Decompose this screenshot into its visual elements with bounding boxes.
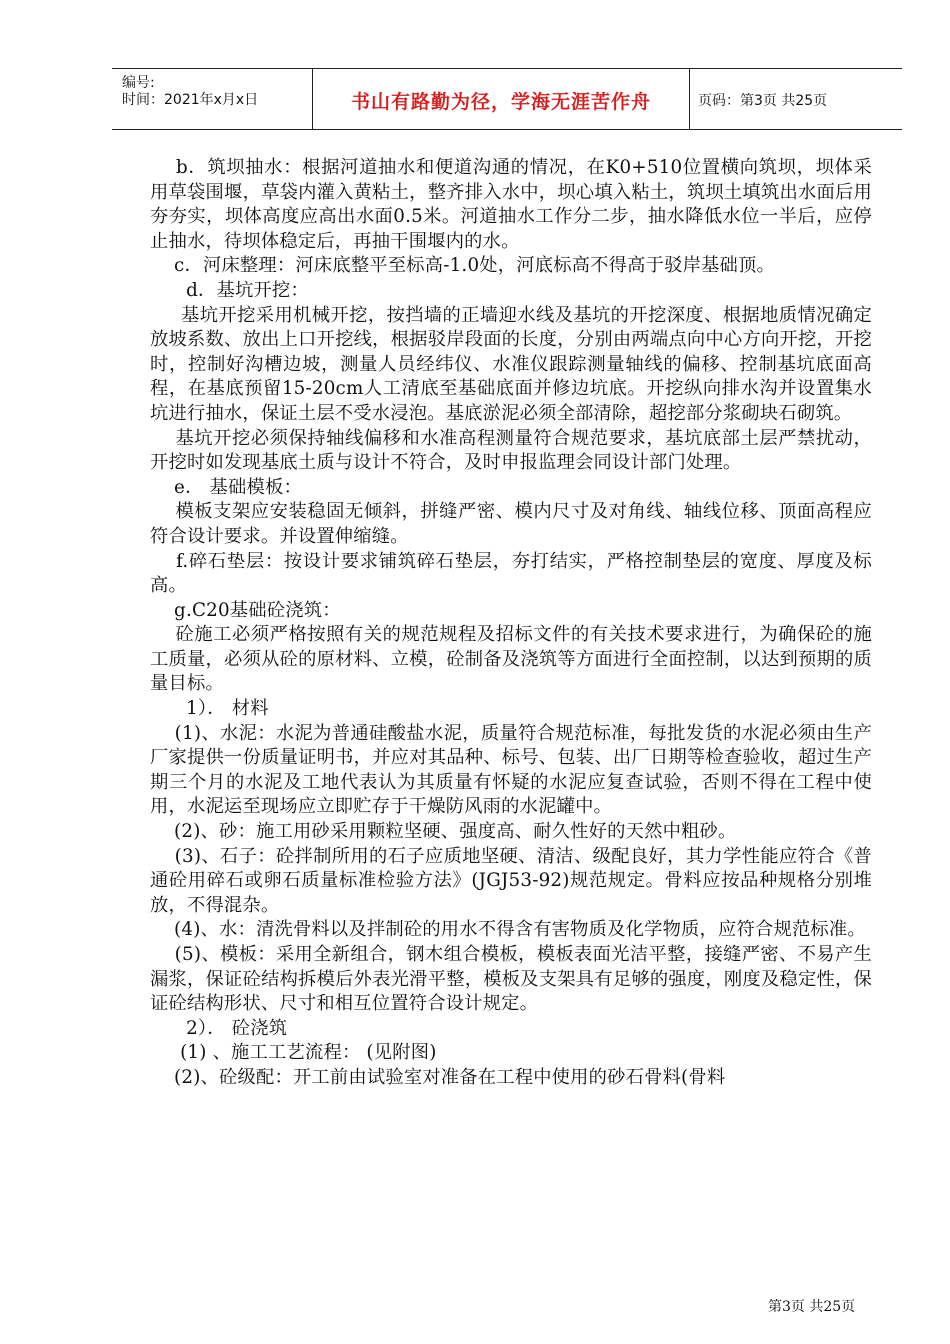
heading-d-excavation: d．基坑开挖： [150,279,309,301]
heading-materials: 1）． 材料 [150,698,269,720]
header-meta-cell [112,69,313,129]
page-header [112,68,902,130]
paragraph-water: (4)、水：清洗骨料以及拌制砼的用水不得含有害物质及化学物质，应符合规范标准。 [150,919,866,941]
page-footer: 第3页 共25页 [768,1299,856,1315]
document-body [150,156,872,1091]
header-motto: 书山有路勤为径，学海无涯苦作舟 [350,91,651,113]
paragraph-excavation-method: 基坑开挖采用机械开挖，按挡墙的正墙迎水线及基坑的开挖深度、根据地质情况确定放坡系数、放出上口开挖线，根据驳岸段面的长度，分别由两端点向中心方向开挖，开挖时，控制好沟槽边坡，测量人员经纬仪、水准仪跟踪测量轴线的偏移、控制基坑底面高程，在基底预留15-20cm人工清底至基础底面并修边坑底。开挖纵向排水沟并设置集水坑进行抽水，保证土层不受水浸泡。基底淤泥必须全部清除，超挖部分浆砌块石砌筑。 [150,304,872,424]
paragraph-stone: (3)、石子：砼拌制所用的石子应质地坚硬、清洁、级配良好，其力学性能应符合《普通砼用碎石或卵石质量标准检验方法》(JGJ53-92)规范规定。骨料应按品种规格分别堆放，不得混杂。 [150,845,873,916]
heading-g-concrete: g.C20基础砼浇筑： [150,599,341,621]
document-time-label: 时间：2021年x月x日 [122,92,259,108]
header-page-cell [690,69,902,129]
header-motto-cell [313,69,690,129]
heading-pouring: 2）． 砼浇筑 [150,1017,288,1039]
paragraph-template: (5)、模板：采用全新组合，钢木组合模板，模板表面光洁平整，接缝严密、不易产生漏浆，保证砼结构拆模后外表光滑平整，模板及支架具有足够的强度，刚度及稳定性，保证砼结构形状、尺寸和相互位置符合设计规定。 [150,944,873,1015]
paragraph-sand: (2)、砂：施工用砂采用颗粒坚硬、强度高、耐久性好的天然中粗砂。 [150,821,737,843]
heading-e-formwork: e． 基础模板： [150,476,302,498]
paragraph-cement: (1)、水泥：水泥为普通硅酸盐水泥，质量符合规范标准，每批发货的水泥必须由生产厂家提供一份质量证明书，并应对其品种、标号、包装、出厂日期等检查验收，超过生产期三个月的水泥及工地代表认为其质量有怀疑的水泥应复查试验，否则不得在工程中使用，水泥运至现场应立即贮存于干燥防风雨的水泥罐中。 [150,722,873,818]
paragraph-excavation-requirements: 基坑开挖必须保持轴线偏移和水准高程测量符合规范要求，基坑底部土层严禁扰动，开挖时如发现基底土质与设计不符合，及时申报监理会同设计部门处理。 [150,427,873,474]
paragraph-formwork: 模板支架应安装稳固无倾斜，拼缝严密、模内尺寸及对角线、轴线位移、顶面高程应符合设计要求。并设置伸缩缝。 [150,501,873,547]
paragraph-process-flow: (1) 、施工工艺流程： (见附图) [150,1042,437,1064]
header-page-info: 页码：第3页 共25页 [698,93,828,109]
paragraph-concrete-control: 砼施工必须严格按照有关的规范规程及招标文件的有关技术要求进行，为确保砼的施工质量，必须从砼的原材料、立模，砼制备及浇筑等方面进行全面控制，以达到预期的质量目标。 [150,624,873,695]
document-number-label: 编号: [122,75,155,91]
paragraph-f-gravel: f.碎石垫层：按设计要求铺筑碎石垫层，夯打结实，严格控制垫层的宽度、厚度及标高。 [150,550,872,597]
paragraph-mix-ratio: (2)、砼级配：开工前由试验室对准备在工程中使用的砂石骨料(骨料 [150,1066,726,1088]
paragraph-c-riverbed: c．河床整理：河床底整平至标高-1.0处，河底标高不得高于驳岸基础顶。 [150,255,775,277]
paragraph-b-dam: b．筑坝抽水：根据河道抽水和便道沟通的情况，在K0+510位置横向筑坝，坝体采用草袋围堰，草袋内灌入黄粘土，整齐排入水中，坝心填入粘土，筑坝土填筑出水面后用夯夯实，坝体高度应高出水面0.5米。河道抽水工作分二步，抽水降低水位一半后，应停止抽水，待坝体稳定后，再抽干围堰内的水。 [150,157,872,252]
